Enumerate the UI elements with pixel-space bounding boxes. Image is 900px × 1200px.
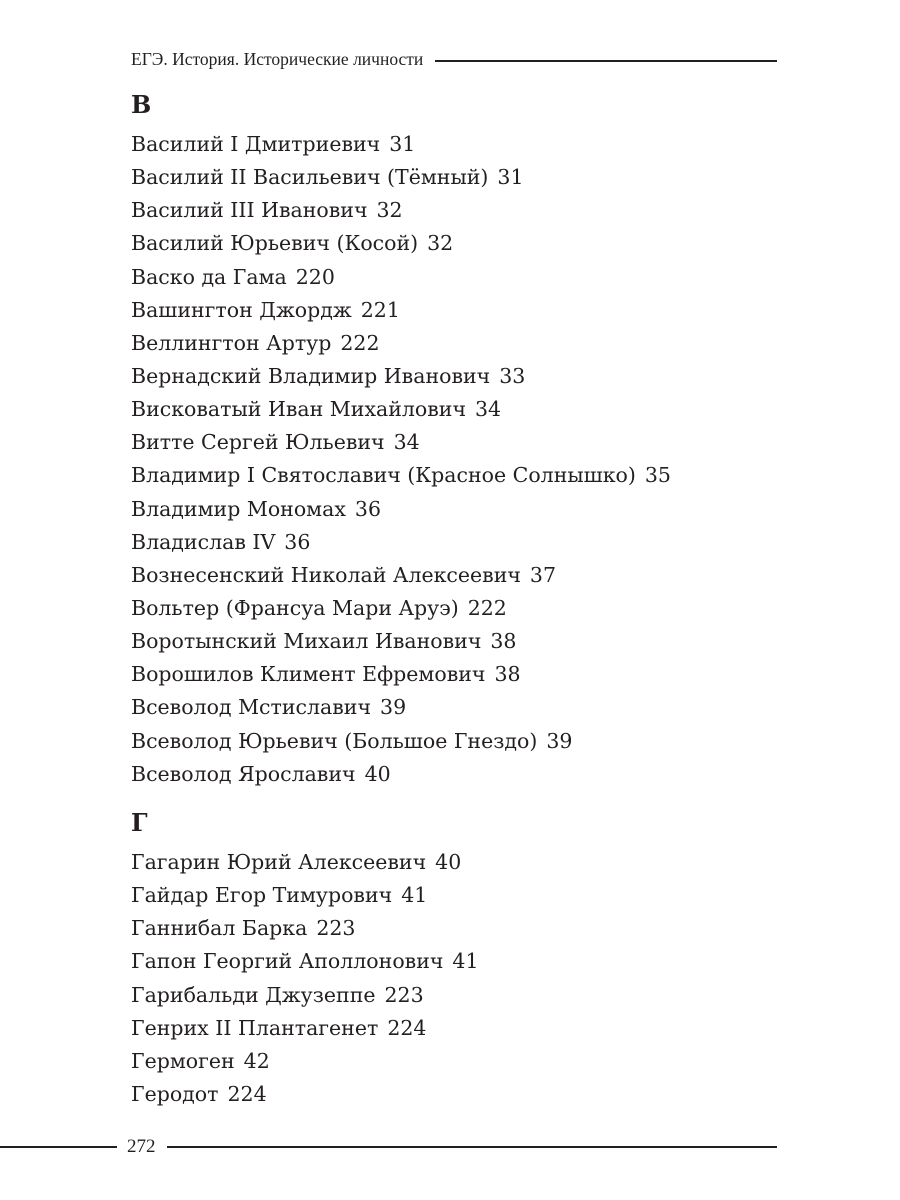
index-section-g — [131, 846, 479, 1111]
entry-name: Веллингтон Артур — [131, 330, 332, 355]
entry-name: Воротынский Михаил Иванович — [131, 629, 482, 654]
entry-page: 223 — [384, 982, 424, 1007]
index-entry — [131, 658, 671, 691]
footer-rule-left — [0, 1146, 117, 1148]
index-entry — [131, 194, 671, 227]
entry-name: Гермоген — [131, 1048, 235, 1073]
entry-page: 222 — [340, 330, 380, 355]
entry-page: 221 — [360, 297, 400, 322]
running-header — [131, 47, 777, 71]
section-letter-g: Г — [131, 808, 148, 837]
entry-page: 40 — [435, 850, 462, 874]
entry-name: Василий I Дмитриевич — [131, 132, 381, 156]
page-number: 272 — [127, 1136, 156, 1157]
entry-page: 41 — [401, 883, 428, 908]
entry-page: 37 — [529, 562, 557, 587]
entry-page: 31 — [497, 165, 524, 190]
entry-name: Генрих II Плантагенет — [131, 1015, 379, 1040]
index-entry — [131, 227, 671, 260]
index-entry — [131, 979, 479, 1012]
index-entry — [131, 393, 671, 426]
index-entry — [131, 559, 671, 592]
entry-name: Всеволод Ярославич — [131, 761, 356, 786]
entry-name: Всеволод Юрьевич (Большое Гнездо) — [131, 728, 538, 753]
entry-name: Гапон Георгий Аполлонович — [131, 949, 444, 974]
entry-page: 34 — [475, 397, 502, 422]
index-entry — [131, 128, 671, 161]
entry-name: Вашингтон Джордж — [131, 297, 352, 322]
entry-page: 36 — [354, 496, 382, 521]
entry-name: Вознесенский Николай Алексеевич — [131, 562, 521, 587]
index-entry — [131, 526, 671, 559]
entry-name: Вернадский Владимир Иванович — [131, 363, 491, 388]
entry-page: 38 — [490, 629, 517, 654]
entry-name: Василий III Иванович — [131, 198, 368, 223]
index-entry — [131, 294, 671, 327]
entry-page: 38 — [494, 662, 521, 687]
entry-name: Геродот — [131, 1081, 219, 1106]
entry-name: Гайдар Егор Тимурович — [131, 883, 393, 908]
index-entry — [131, 625, 671, 658]
entry-name: Вольтер (Франсуа Мари Аруэ) — [131, 595, 459, 620]
index-entry — [131, 261, 671, 294]
entry-name: Всеволод Мстиславич — [131, 695, 372, 720]
index-entry — [131, 327, 671, 360]
entry-page: 36 — [284, 529, 311, 554]
entry-page: 42 — [243, 1048, 270, 1073]
index-entry — [131, 161, 671, 194]
entry-page: 220 — [295, 264, 335, 289]
entry-name: Ганнибал Барка — [131, 916, 308, 941]
running-title: ЕГЭ. История. Исторические личности — [131, 48, 424, 69]
entry-page: 33 — [499, 363, 526, 388]
entry-name: Владислав IV — [131, 529, 276, 554]
footer-rule-right — [167, 1146, 778, 1148]
entry-page: 31 — [389, 132, 416, 156]
section-letter-v: В — [131, 90, 152, 119]
index-entry — [131, 493, 671, 526]
page-footer — [0, 1134, 777, 1160]
entry-page: 32 — [427, 231, 454, 256]
index-entry — [131, 691, 671, 724]
entry-page: 39 — [380, 695, 407, 720]
entry-page: 40 — [364, 761, 391, 786]
index-entry — [131, 1012, 479, 1045]
entry-page: 224 — [387, 1015, 427, 1040]
entry-name: Василий II Васильевич (Тёмный) — [131, 165, 489, 190]
entry-name: Владимир Мономах — [131, 496, 346, 521]
index-section-v — [131, 128, 671, 791]
index-entry — [131, 912, 479, 945]
index-entry — [131, 846, 479, 879]
index-entry — [131, 592, 671, 625]
entry-name: Висковатый Иван Михайлович — [131, 397, 467, 422]
entry-name: Витте Сергей Юльевич — [131, 430, 385, 455]
entry-name: Гарибальди Джузеппе — [131, 982, 376, 1007]
entry-page: 35 — [644, 463, 671, 488]
index-entry — [131, 459, 671, 492]
entry-name: Владимир I Святославич (Красное Солнышко) — [131, 463, 636, 488]
index-entry — [131, 758, 671, 791]
index-entry — [131, 879, 479, 912]
entry-page: 223 — [316, 916, 356, 941]
entry-page: 32 — [376, 198, 403, 223]
entry-page: 41 — [452, 949, 479, 974]
entry-page: 222 — [467, 595, 507, 620]
entry-name: Васко да Гама — [131, 264, 287, 289]
index-entry — [131, 945, 479, 978]
entry-page: 224 — [227, 1081, 267, 1106]
index-entry — [131, 426, 671, 459]
header-rule — [435, 60, 777, 62]
entry-name: Ворошилов Климент Ефремович — [131, 662, 486, 687]
index-entry — [131, 1045, 479, 1078]
entry-name: Василий Юрьевич (Косой) — [131, 231, 419, 256]
index-entry — [131, 1078, 479, 1111]
index-entry — [131, 725, 671, 758]
entry-page: 39 — [546, 728, 573, 753]
entry-name: Гагарин Юрий Алексеевич — [131, 850, 427, 874]
index-entry — [131, 360, 671, 393]
entry-page: 34 — [393, 430, 420, 455]
